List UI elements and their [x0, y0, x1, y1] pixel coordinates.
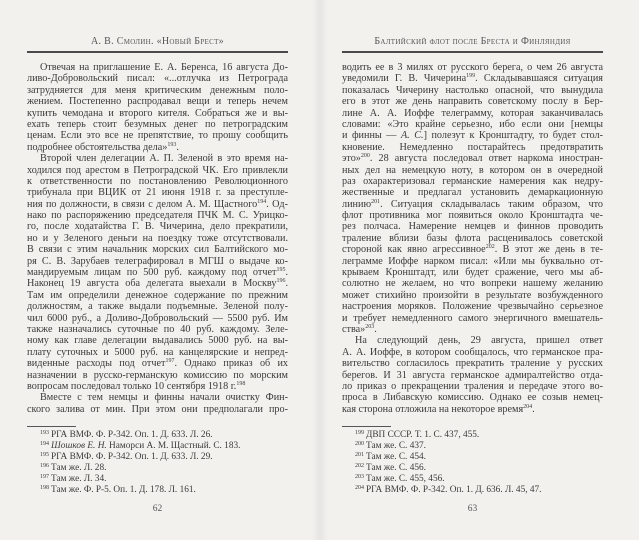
text-run: но и у Зеленого деньги на поездку тоже отсутствовали.	[27, 232, 288, 244]
text-run: раз охарактеризовал германские намерения как недру-	[342, 175, 603, 187]
text-line	[342, 278, 603, 289]
text-run: должностям, а также выдали подъемные. Зеленой полу-	[27, 301, 288, 313]
text-line	[27, 358, 288, 369]
text-line	[27, 108, 288, 119]
text-run: показалась Чичерину настолько опасной, что вынудила	[342, 84, 603, 96]
footnote-ref: 194	[257, 198, 267, 205]
footnote-number: 193	[40, 430, 49, 436]
text-line	[342, 370, 603, 381]
footnote-ref: 203	[365, 323, 375, 330]
text-line	[27, 335, 288, 346]
text-run: плату суточных и 5000 руб. на канцелярские и непред-	[27, 346, 288, 358]
text-line	[342, 142, 603, 153]
footnote-number: 200	[355, 441, 364, 447]
running-head: Балтийский флот после Бреста и Финляндия	[374, 36, 571, 47]
text-run: и требует немедленного самого энергичного вмешатель-	[342, 312, 603, 324]
footnotes	[40, 430, 240, 496]
text-run: уведомили Г. В. Чичерина	[342, 73, 467, 85]
text-line	[27, 73, 288, 84]
text-run: подробнее обстоятельства дела»	[27, 141, 168, 153]
footnote-number: 201	[355, 452, 364, 458]
text-run: Там же. С. 456.	[366, 463, 426, 473]
text-run: ло приказ о прекращении траления и передаче этого во-	[342, 380, 603, 392]
footnote-ref: 197	[165, 358, 175, 365]
text-run: словами: «Это крайне серьезно, ибо если они [немцы	[342, 118, 603, 130]
footnote-ref: 196	[276, 278, 286, 285]
text-line	[27, 370, 288, 381]
text-run: Наконец 19 августа оба делегата выехали в Москву	[27, 278, 277, 290]
text-line	[342, 381, 603, 392]
text-run: . Однако приказ об их	[174, 358, 288, 370]
italic-text: А. С.	[400, 130, 424, 142]
footnote	[355, 452, 542, 463]
text-run: солютно не желаем, но что вопреки нашему желанию	[342, 278, 603, 290]
page-number: 63	[467, 504, 478, 514]
text-run: купить чемодана и второго кителя. Собраться же и вы-	[27, 107, 288, 119]
footnote	[355, 485, 542, 496]
text-run: также назначались суточные по 40 руб. каждому. Зеле-	[27, 323, 288, 335]
text-line	[27, 381, 288, 392]
footnote	[40, 452, 240, 463]
text-run: ства»	[342, 323, 366, 335]
text-run: . В этот же день в те-	[494, 244, 603, 256]
text-run: Там же. С. 454.	[366, 452, 426, 462]
text-run: Наморси А. М. Щастный. С. 183.	[106, 441, 241, 451]
text-run: жественные и предлагал установить демаркационную	[342, 187, 603, 199]
text-line	[342, 85, 603, 96]
text-run: РГА ВМФ. Ф. Р-342. Оп. 1. Д. 633. Л. 29.	[51, 452, 213, 462]
footnotes	[355, 430, 542, 496]
text-run: ходился под арестом в Петроградской ЧК. Его привлекли	[27, 164, 288, 176]
text-run: ] полезут к Кронштадту, то будет стол-	[423, 130, 603, 142]
text-line	[342, 256, 603, 267]
text-line	[342, 290, 603, 301]
text-run: .	[285, 278, 288, 290]
footnote-ref: 198	[236, 380, 246, 387]
footnote-ref: 202	[485, 244, 495, 251]
text-line	[27, 130, 288, 141]
text-line	[342, 221, 603, 232]
footnote	[40, 463, 240, 474]
text-line	[27, 233, 288, 244]
text-run: ря С. В. Зарубаев телеграфировал в МГШ о выдаче ко-	[27, 255, 288, 267]
text-line	[342, 301, 603, 312]
text-run: крываем Кронштадт, или будет сражение, чего мы аб-	[342, 267, 603, 279]
text-run: ехать теперь стоит безумных денег по петроградским	[27, 118, 288, 130]
text-line	[342, 210, 603, 221]
footnote	[40, 430, 240, 441]
text-run: Там же. Л. 28.	[51, 463, 107, 473]
text-line	[342, 335, 603, 346]
text-run: .	[532, 403, 535, 415]
text-line	[27, 256, 288, 267]
text-line	[342, 119, 603, 130]
body-text	[27, 62, 288, 415]
text-line	[27, 404, 288, 415]
text-run: линию	[342, 198, 372, 210]
footnote-number: 196	[40, 463, 49, 469]
text-line	[27, 96, 288, 107]
footnote-number: 194	[40, 441, 49, 447]
footnote	[40, 474, 240, 485]
text-line	[342, 347, 603, 358]
text-run: ных дел на немецкую ноту, в котором он в очередной	[342, 164, 603, 176]
text-run: В связи с этим начальник морских сил Балтийского мо-	[27, 244, 288, 256]
text-run: чил 6000 руб., а Доливо-Добровольский — 5500 руб. Им	[27, 312, 288, 324]
text-line	[27, 85, 288, 96]
text-run: леграмме Иоффе нарком писал: «Или мы буквально от-	[342, 255, 603, 267]
text-run: рез полчаса. Намерение немцев и финнов проводить	[342, 221, 603, 233]
text-run: флот противника мог появиться около Кронштадта че-	[342, 210, 603, 222]
text-line	[342, 176, 603, 187]
text-line	[27, 392, 288, 403]
text-line	[342, 233, 603, 244]
footnote-number: 202	[355, 463, 364, 469]
footnote	[40, 485, 240, 496]
text-line	[342, 187, 603, 198]
text-run: вопросам последовал только 10 сентября 1918 г.	[27, 380, 237, 392]
text-run: стороной как явно агрессивное	[342, 244, 486, 256]
text-line	[27, 62, 288, 73]
text-run: Там же. С. 455, 456.	[366, 474, 445, 484]
text-line	[342, 358, 603, 369]
footnote-ref: 195	[276, 267, 286, 274]
text-run: ному как главе делегации выдавались 5000 руб. на вы-	[27, 335, 288, 347]
text-line	[27, 278, 288, 289]
text-line	[342, 267, 603, 278]
text-line	[342, 392, 603, 403]
header-rule	[342, 51, 603, 53]
text-run: . Складывавшаяся ситуация	[475, 73, 603, 85]
text-line	[342, 199, 603, 210]
text-run: . 28 августа последовал ответ наркома иностран-	[369, 153, 603, 165]
text-line	[342, 108, 603, 119]
footnote-number: 198	[40, 485, 49, 491]
footnote	[355, 474, 542, 485]
left-page	[0, 0, 319, 540]
text-run: ДВП СССР. Т. 1. С. 437, 455.	[366, 430, 480, 440]
text-line	[27, 210, 288, 221]
text-line	[27, 347, 288, 358]
text-line	[342, 313, 603, 324]
text-run: это»	[342, 153, 361, 165]
text-line	[27, 324, 288, 335]
footnote-ref: 201	[371, 198, 381, 205]
text-run: .	[176, 141, 179, 153]
text-run: мандируемым лицам по 500 руб. каждому под отчет	[27, 267, 277, 279]
text-run: кновение. Немедленно постарайтесь предотвратить	[342, 141, 603, 153]
text-line	[342, 62, 603, 73]
text-run: вительство согласилось прекратить траление у русских	[342, 358, 603, 370]
footnote-number: 197	[40, 474, 49, 480]
text-run: РГА ВМФ. Ф. Р-342. Оп. 1. Д. 633. Л. 26.	[51, 430, 213, 440]
text-run: Второй член делегации А. П. Зеленой в это время на-	[40, 153, 288, 165]
text-run: траление вблизи базы флота расценивалось советской	[342, 232, 603, 244]
text-run: к ответственности по постановлению Революционного	[27, 175, 288, 187]
text-run: его в этот же день направить советскому послу в Бер-	[342, 96, 603, 108]
footnote-ref: 199	[466, 73, 476, 80]
text-run: ливо-Добровольский писал: «...отлучка из Петрограда	[27, 73, 288, 85]
text-run: ского залива от мин. При этом они предполагали про-	[27, 403, 288, 415]
text-run: лине А. А. Иоффе телеграмму, которая заканчивалась	[342, 107, 603, 119]
footnote-rule	[342, 426, 391, 427]
footnote-ref: 204	[523, 403, 533, 410]
text-run: . Од-	[266, 198, 288, 210]
page-number: 62	[152, 504, 163, 514]
text-run: проса в Либавскую комиссию. Однако ее созыв немец-	[342, 392, 603, 404]
text-line	[342, 404, 603, 415]
text-line	[342, 244, 603, 255]
text-run: Отвечая на приглашение Е. А. Беренса, 16 августа До-	[40, 62, 288, 73]
text-line	[27, 301, 288, 312]
text-line	[27, 244, 288, 255]
text-run: Там им определили денежное содержание по прежним	[27, 289, 288, 301]
footnote-rule	[27, 426, 76, 427]
text-run: Там же. Л. 34.	[51, 474, 107, 484]
footnote	[40, 441, 240, 452]
footnote-number: 203	[355, 474, 364, 480]
text-run: кая сторона отложила на некоторое время	[342, 403, 524, 415]
text-line	[27, 187, 288, 198]
text-run: Там же. Ф. Р-5. Оп. 1. Д. 178. Л. 161.	[51, 485, 196, 495]
text-line	[27, 290, 288, 301]
text-run: .	[285, 267, 288, 279]
text-line	[27, 165, 288, 176]
footnote-number: 204	[355, 485, 364, 491]
text-line	[27, 176, 288, 187]
text-run: трибунала при ВЦИК от 21 июня 1918 г. за преступле-	[27, 187, 288, 199]
footnote-ref: 193	[167, 141, 177, 148]
text-run: Там же. С. 437.	[366, 441, 426, 451]
footnote	[355, 430, 542, 441]
text-run: может стихийно произойти в результате возбужденного	[342, 289, 603, 301]
footnote-ref: 200	[360, 153, 370, 160]
italic-text: Шошков Е. Н.	[51, 441, 107, 451]
body-text	[342, 62, 603, 415]
text-run: затрудняется для меня критическим денежным поло-	[27, 84, 288, 96]
running-head: А. В. Смолин. «Новый Брест»	[91, 36, 224, 47]
text-line	[342, 96, 603, 107]
text-run: Вместе с тем немцы и финны начали очистку Фин-	[40, 392, 288, 404]
text-run: виденные расходы под отчет	[27, 358, 166, 370]
text-line	[27, 199, 288, 210]
text-line	[27, 221, 288, 232]
text-run: .	[374, 323, 377, 335]
text-line	[27, 313, 288, 324]
text-run: настроения моряков. Положение чрезвычайно серьезное	[342, 301, 603, 313]
text-run: жением. Постепенно распродавал вещи и теперь нечем	[27, 96, 288, 108]
text-run: го, после ходатайства Г. В. Чичерина, дело прекратили,	[27, 221, 288, 233]
text-run: берегов. И 31 августа германское адмиралтейство отда-	[342, 369, 603, 381]
text-run: ния по должности, в связи с делом А. М. Щастного	[27, 198, 258, 210]
text-run: нако по распоряжению председателя ПЧК М. С. Урицко-	[27, 210, 288, 222]
text-line	[342, 153, 603, 164]
text-run: . Ситуация складывалась таким образом, что	[380, 198, 603, 210]
header-rule	[27, 51, 288, 53]
footnote-number: 199	[355, 430, 364, 436]
footnote	[355, 463, 542, 474]
text-line	[342, 130, 603, 141]
text-line	[27, 153, 288, 164]
text-run: На следующий день, 29 августа, пришел ответ	[355, 335, 603, 347]
text-run: водить ее в 3 милях от русского берега, о чем 26 августа	[342, 62, 603, 73]
text-run: РГА ВМФ. Ф. Р-342. Оп. 1. Д. 636. Л. 45, 47.	[366, 485, 542, 495]
text-line	[27, 119, 288, 130]
text-line	[27, 267, 288, 278]
text-line	[27, 142, 288, 153]
text-run: А. А. Иоффе, в котором сообщалось, что германское пра-	[342, 346, 603, 358]
footnote-number: 195	[40, 452, 49, 458]
right-page	[320, 0, 639, 540]
text-line	[342, 324, 603, 335]
text-run: назначении в русско-германскую комиссию по морским	[27, 369, 288, 381]
text-run: и финны —	[342, 130, 401, 142]
text-line	[342, 165, 603, 176]
text-line	[342, 73, 603, 84]
footnote	[355, 441, 542, 452]
text-run: ценам. Если это все не препятствие, то прошу сообщить	[27, 130, 288, 142]
